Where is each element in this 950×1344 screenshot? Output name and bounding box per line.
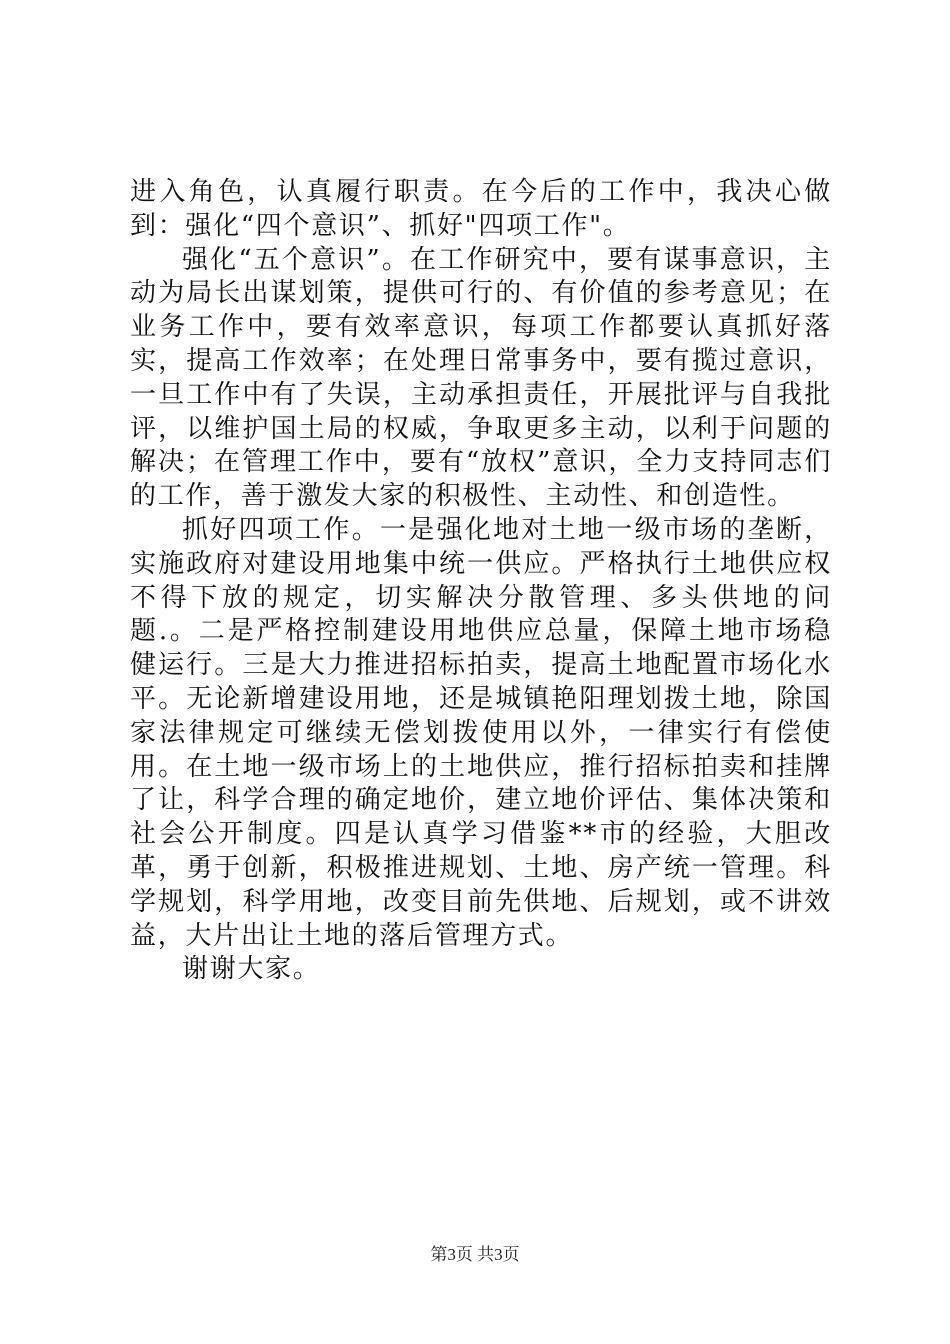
document-body [130, 176, 832, 987]
paragraph-five-awareness: 强化“五个意识”。在工作研究中，要有谋事意识，主动为局长出谋划策，提供可行的、有价值的参考意见；在业务工作中，要有效率意识，每项工作都要认真抓好落实，提高工作效率；在处理日常事务中，要有揽过意识，一旦工作中有了失误，主动承担责任，开展批评与自我批评，以维护国土局的权威，争取更多主动，以利于问题的解决；在管理工作中，要有“放权”意识，全力支持同志们的工作，善于激发大家的积极性、主动性、和创造性。 [130, 244, 832, 512]
paragraph-intro: 进入角色，认真履行职责。在今后的工作中，我决心做到：强化“四个意识”、抓好"四项工作"。 [130, 177, 832, 241]
paragraph-thanks: 谢谢大家。 [182, 954, 321, 985]
paragraph-four-tasks: 抓好四项工作。一是强化地对土地一级市场的垄断，实施政府对建设用地集中统一供应。严格执行土地供应权不得下放的规定，切实解决分散管理、多头供地的问题.。二是严格控制建设用地供应总量，保障土地市场稳健运行。三是大力推进招标拍卖，提高土地配置市场化水平。无论新增建设用地，还是城镇艳阳理划拨土地，除国家法律规定可继续无偿划拨使用以外，一律实行有偿使用。在土地一级市场上的土地供应，推行招标拍卖和挂牌了让，科学合理的确定地价，建立地价评估、集体决策和社会公开制度。四是认真学习借鉴**市的经验，大胆改革，勇于创新，积极推进规划、土地、房产统一管理。科学规划，科学用地，改变目前先供地、后规划，或不讲效益，大片出让土地的落后管理方式。 [130, 514, 832, 951]
page-number-footer: 第3页 共3页 [430, 1245, 520, 1264]
